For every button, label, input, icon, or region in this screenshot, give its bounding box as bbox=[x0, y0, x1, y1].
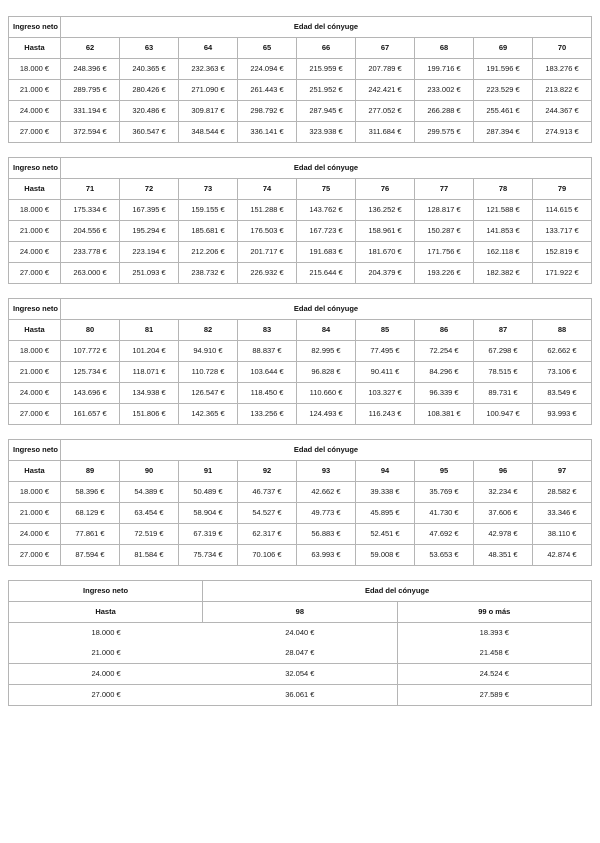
amount-cell: 108.381 € bbox=[415, 404, 474, 425]
income-by-spouse-age-table-3 bbox=[8, 298, 592, 425]
age-header-cell: 63 bbox=[120, 38, 179, 59]
table-row bbox=[9, 383, 592, 404]
age-header-cell: 84 bbox=[297, 320, 356, 341]
amount-cell: 223.529 € bbox=[474, 80, 533, 101]
amount-cell: 193.226 € bbox=[415, 263, 474, 284]
amount-cell: 207.789 € bbox=[356, 59, 415, 80]
amount-cell: 94.910 € bbox=[179, 341, 238, 362]
age-header-cell: 67 bbox=[356, 38, 415, 59]
age-header-cell: 76 bbox=[356, 179, 415, 200]
amount-cell: 204.556 € bbox=[61, 221, 120, 242]
amount-cell: 204.379 € bbox=[356, 263, 415, 284]
amount-cell: 150.287 € bbox=[415, 221, 474, 242]
amount-cell: 141.853 € bbox=[474, 221, 533, 242]
amount-cell: 244.367 € bbox=[533, 101, 592, 122]
amount-cell: 191.683 € bbox=[297, 242, 356, 263]
amount-cell: 152.819 € bbox=[533, 242, 592, 263]
amount-cell: 251.093 € bbox=[120, 263, 179, 284]
amount-cell: 171.756 € bbox=[415, 242, 474, 263]
income-row-header: 18.000 € bbox=[91, 628, 121, 637]
amount-cell: 299.575 € bbox=[415, 122, 474, 143]
amount-cell: 63.993 € bbox=[297, 545, 356, 566]
income-row-header: 21.000 € bbox=[9, 80, 61, 101]
amount-cell: 83.549 € bbox=[533, 383, 592, 404]
amount-cell: 73.106 € bbox=[533, 362, 592, 383]
amount-cell: 67.319 € bbox=[179, 524, 238, 545]
age-columns-row bbox=[9, 320, 592, 341]
amount-cell: 27.589 € bbox=[398, 685, 592, 706]
age-header-cell: 78 bbox=[474, 179, 533, 200]
amount-cell: 336.141 € bbox=[238, 122, 297, 143]
amount-cell: 348.544 € bbox=[179, 122, 238, 143]
age-header-cell: 80 bbox=[61, 320, 120, 341]
table-row bbox=[9, 545, 592, 566]
amount-cell: 125.734 € bbox=[61, 362, 120, 383]
amount-cell: 128.817 € bbox=[415, 200, 474, 221]
income-row-header: 21.000 € bbox=[9, 643, 203, 664]
table-row bbox=[9, 404, 592, 425]
amount-cell: 191.596 € bbox=[474, 59, 533, 80]
age-header-cell: 72 bbox=[120, 179, 179, 200]
age-header-cell: 65 bbox=[238, 38, 297, 59]
amount-cell: 277.052 € bbox=[356, 101, 415, 122]
table-row bbox=[9, 685, 592, 706]
age-columns-row bbox=[9, 179, 592, 200]
spouse-age-header: Edad del cónyuge bbox=[61, 440, 592, 461]
amount-cell: 233.778 € bbox=[61, 242, 120, 263]
amount-cell: 181.670 € bbox=[356, 242, 415, 263]
amount-cell: 151.806 € bbox=[120, 404, 179, 425]
amount-cell: 195.294 € bbox=[120, 221, 179, 242]
amount-cell: 212.206 € bbox=[179, 242, 238, 263]
amount-cell: 171.922 € bbox=[533, 263, 592, 284]
amount-cell: 33.346 € bbox=[533, 503, 592, 524]
table-row bbox=[9, 503, 592, 524]
amount-cell: 88.837 € bbox=[238, 341, 297, 362]
amount-cell: 54.389 € bbox=[120, 482, 179, 503]
amount-cell: 96.828 € bbox=[297, 362, 356, 383]
amount-cell: 100.947 € bbox=[474, 404, 533, 425]
amount-cell: 175.334 € bbox=[61, 200, 120, 221]
amount-cell: 21.458 € bbox=[398, 643, 592, 664]
amount-cell: 24.040 € bbox=[203, 623, 397, 643]
age-header-cell: 74 bbox=[238, 179, 297, 200]
amount-cell: 240.365 € bbox=[120, 59, 179, 80]
income-by-spouse-age-table-5 bbox=[8, 580, 592, 706]
amount-cell: 42.874 € bbox=[533, 545, 592, 566]
amount-cell: 167.395 € bbox=[120, 200, 179, 221]
income-row-header: 24.000 € bbox=[9, 524, 61, 545]
amount-cell: 266.288 € bbox=[415, 101, 474, 122]
age-header-cell: 96 bbox=[474, 461, 533, 482]
amount-cell: 50.489 € bbox=[179, 482, 238, 503]
table-header-row bbox=[9, 581, 592, 602]
amount-cell: 58.396 € bbox=[61, 482, 120, 503]
amount-cell: 93.993 € bbox=[533, 404, 592, 425]
amount-cell: 58.904 € bbox=[179, 503, 238, 524]
income-net-header: Ingreso neto bbox=[9, 440, 61, 461]
amount-cell: 280.426 € bbox=[120, 80, 179, 101]
amount-cell: 103.644 € bbox=[238, 362, 297, 383]
amount-cell: 223.194 € bbox=[120, 242, 179, 263]
table-row bbox=[9, 263, 592, 284]
amount-cell: 133.717 € bbox=[533, 221, 592, 242]
amount-cell: 232.363 € bbox=[179, 59, 238, 80]
amount-cell: 142.365 € bbox=[179, 404, 238, 425]
income-net-header: Ingreso neto bbox=[9, 299, 61, 320]
amount-cell: 45.895 € bbox=[356, 503, 415, 524]
amount-cell: 233.002 € bbox=[415, 80, 474, 101]
age-header-cell: 71 bbox=[61, 179, 120, 200]
table-row bbox=[9, 80, 592, 101]
spouse-age-header: Edad del cónyuge bbox=[203, 581, 592, 602]
amount-cell: 261.443 € bbox=[238, 80, 297, 101]
amount-cell: 54.527 € bbox=[238, 503, 297, 524]
amount-cell: 70.106 € bbox=[238, 545, 297, 566]
amount-cell: 183.276 € bbox=[533, 59, 592, 80]
amount-cell: 78.515 € bbox=[474, 362, 533, 383]
income-row-header: 21.000 € bbox=[9, 221, 61, 242]
amount-cell: 372.594 € bbox=[61, 122, 120, 143]
spouse-age-header: Edad del cónyuge bbox=[61, 158, 592, 179]
hasta-header: Hasta bbox=[9, 602, 203, 623]
amount-cell: 59.008 € bbox=[356, 545, 415, 566]
amount-cell: 53.653 € bbox=[415, 545, 474, 566]
amount-cell: 82.995 € bbox=[297, 341, 356, 362]
amount-cell: 48.351 € bbox=[474, 545, 533, 566]
age-header-cell: 69 bbox=[474, 38, 533, 59]
age-header-cell: 81 bbox=[120, 320, 179, 341]
table-header-row bbox=[9, 440, 592, 461]
spouse-age-header: Edad del cónyuge bbox=[61, 299, 592, 320]
table-row bbox=[9, 101, 592, 122]
table-header-row bbox=[9, 17, 592, 38]
age-header-cell: 70 bbox=[533, 38, 592, 59]
amount-cell: 72.254 € bbox=[415, 341, 474, 362]
amount-cell: 185.681 € bbox=[179, 221, 238, 242]
amount-cell: 213.822 € bbox=[533, 80, 592, 101]
amount-cell: 38.110 € bbox=[533, 524, 592, 545]
amount-cell: 320.486 € bbox=[120, 101, 179, 122]
age-header-cell: 86 bbox=[415, 320, 474, 341]
amount-cell: 309.817 € bbox=[179, 101, 238, 122]
age-header-cell: 64 bbox=[179, 38, 238, 59]
income-row-header: 24.000 € bbox=[9, 242, 61, 263]
income-row-header: 27.000 € bbox=[9, 122, 61, 143]
age-header-cell: 68 bbox=[415, 38, 474, 59]
income-row-header: 27.000 € bbox=[9, 685, 203, 706]
table-row bbox=[9, 221, 592, 242]
amount-cell: 331.194 € bbox=[61, 101, 120, 122]
amount-cell: 242.421 € bbox=[356, 80, 415, 101]
age-header-cell: 91 bbox=[179, 461, 238, 482]
amount-cell: 134.938 € bbox=[120, 383, 179, 404]
income-net-header: Ingreso neto bbox=[9, 17, 61, 38]
age-columns-row bbox=[9, 461, 592, 482]
income-row-header: 21.000 € bbox=[9, 503, 61, 524]
amount-cell: 107.772 € bbox=[61, 341, 120, 362]
amount-cell: 274.913 € bbox=[533, 122, 592, 143]
age-header-cell: 75 bbox=[297, 179, 356, 200]
amount-cell: 67.298 € bbox=[474, 341, 533, 362]
age-header-cell: 79 bbox=[533, 179, 592, 200]
amount-cell: 32.054 € bbox=[203, 664, 397, 685]
amount-cell: 143.762 € bbox=[297, 200, 356, 221]
income-row-header: 24.000 € bbox=[9, 383, 61, 404]
table-row bbox=[9, 643, 592, 664]
amount-cell: 287.945 € bbox=[297, 101, 356, 122]
amount-cell: 77.495 € bbox=[356, 341, 415, 362]
amount-cell: 167.723 € bbox=[297, 221, 356, 242]
income-row-header: 18.000 € bbox=[9, 482, 61, 503]
amount-cell: 90.411 € bbox=[356, 362, 415, 383]
amount-cell: 62.662 € bbox=[533, 341, 592, 362]
income-row-header: 27.000 € bbox=[9, 545, 61, 566]
amount-cell: 151.288 € bbox=[238, 200, 297, 221]
amount-cell: 215.959 € bbox=[297, 59, 356, 80]
table-row bbox=[9, 482, 592, 503]
income-row-header: 24.000 € bbox=[9, 664, 203, 685]
age-header-cell: 97 bbox=[533, 461, 592, 482]
amount-cell: 68.129 € bbox=[61, 503, 120, 524]
amount-cell: 52.451 € bbox=[356, 524, 415, 545]
amount-cell: 77.861 € bbox=[61, 524, 120, 545]
amount-cell: 271.090 € bbox=[179, 80, 238, 101]
amount-cell: 75.734 € bbox=[179, 545, 238, 566]
amount-cell: 41.730 € bbox=[415, 503, 474, 524]
amount-cell: 32.234 € bbox=[474, 482, 533, 503]
income-net-header: Ingreso neto bbox=[9, 158, 61, 179]
age-header-cell: 85 bbox=[356, 320, 415, 341]
amount-cell: 298.792 € bbox=[238, 101, 297, 122]
table-row bbox=[9, 524, 592, 545]
amount-cell: 238.732 € bbox=[179, 263, 238, 284]
amount-cell: 289.795 € bbox=[61, 80, 120, 101]
income-by-spouse-age-table-2 bbox=[8, 157, 592, 284]
amount-cell: 37.606 € bbox=[474, 503, 533, 524]
table-row bbox=[9, 59, 592, 80]
amount-cell: 87.594 € bbox=[61, 545, 120, 566]
amount-cell: 18.393 € bbox=[398, 623, 592, 643]
amount-cell: 251.952 € bbox=[297, 80, 356, 101]
income-row-header: 27.000 € bbox=[9, 263, 61, 284]
amount-cell: 224.094 € bbox=[238, 59, 297, 80]
hasta-header: Hasta bbox=[9, 179, 61, 200]
age-header-cell: 82 bbox=[179, 320, 238, 341]
hasta-header: Hasta bbox=[9, 320, 61, 341]
age-header-cell: 88 bbox=[533, 320, 592, 341]
amount-cell: 182.382 € bbox=[474, 263, 533, 284]
table-row bbox=[9, 242, 592, 263]
age-header-cell: 73 bbox=[179, 179, 238, 200]
income-row-header: 18.000 € bbox=[9, 59, 61, 80]
amount-cell: 110.728 € bbox=[179, 362, 238, 383]
income-net-header: Ingreso neto bbox=[9, 581, 203, 602]
age-header-cell: 90 bbox=[120, 461, 179, 482]
amount-cell: 42.978 € bbox=[474, 524, 533, 545]
amount-cell: 255.461 € bbox=[474, 101, 533, 122]
spouse-age-header: Edad del cónyuge bbox=[61, 17, 592, 38]
income-by-spouse-age-table-4 bbox=[8, 439, 592, 566]
amount-cell: 124.493 € bbox=[297, 404, 356, 425]
age-header-cell: 94 bbox=[356, 461, 415, 482]
age-header-cell: 89 bbox=[61, 461, 120, 482]
amount-cell: 56.883 € bbox=[297, 524, 356, 545]
age-header-cell: 93 bbox=[297, 461, 356, 482]
amount-cell: 161.657 € bbox=[61, 404, 120, 425]
income-row-header: 27.000 € bbox=[9, 404, 61, 425]
amount-cell: 110.660 € bbox=[297, 383, 356, 404]
amount-cell: 360.547 € bbox=[120, 122, 179, 143]
income-row-header: 21.000 € bbox=[9, 362, 61, 383]
age-header-cell: 87 bbox=[474, 320, 533, 341]
amount-cell: 49.773 € bbox=[297, 503, 356, 524]
income-row-header: 18.000 € bbox=[9, 341, 61, 362]
age-header-cell: 62 bbox=[61, 38, 120, 59]
hasta-header: Hasta bbox=[9, 38, 61, 59]
amount-cell: 28.582 € bbox=[533, 482, 592, 503]
amount-cell: 101.204 € bbox=[120, 341, 179, 362]
amount-cell: 72.519 € bbox=[120, 524, 179, 545]
age-header-cell: 77 bbox=[415, 179, 474, 200]
table-row bbox=[9, 664, 592, 685]
amount-cell: 81.584 € bbox=[120, 545, 179, 566]
income-row-header: 18.000 € bbox=[9, 200, 61, 221]
amount-cell: 36.061 € bbox=[203, 685, 397, 706]
hasta-header: Hasta bbox=[9, 461, 61, 482]
amount-cell: 287.394 € bbox=[474, 122, 533, 143]
table-header-row bbox=[9, 158, 592, 179]
amount-cell: 248.396 € bbox=[61, 59, 120, 80]
amount-cell: 28.047 € bbox=[203, 643, 397, 664]
age-header-cell: 95 bbox=[415, 461, 474, 482]
amount-cell: 215.644 € bbox=[297, 263, 356, 284]
amount-cell: 114.615 € bbox=[533, 200, 592, 221]
amount-cell: 46.737 € bbox=[238, 482, 297, 503]
amount-cell: 89.731 € bbox=[474, 383, 533, 404]
table-row bbox=[9, 362, 592, 383]
amount-cell: 47.692 € bbox=[415, 524, 474, 545]
table-row bbox=[9, 122, 592, 143]
amount-cell: 116.243 € bbox=[356, 404, 415, 425]
amount-cell: 62.317 € bbox=[238, 524, 297, 545]
amount-cell: 143.696 € bbox=[61, 383, 120, 404]
amount-cell: 84.296 € bbox=[415, 362, 474, 383]
income-by-spouse-age-table-1 bbox=[8, 16, 592, 143]
amount-cell: 24.524 € bbox=[398, 664, 592, 685]
table-row bbox=[9, 623, 592, 643]
age-columns-row bbox=[9, 602, 592, 623]
age-header-cell: 98 bbox=[203, 602, 397, 623]
amount-cell: 311.684 € bbox=[356, 122, 415, 143]
amount-cell: 63.454 € bbox=[120, 503, 179, 524]
age-header-cell: 83 bbox=[238, 320, 297, 341]
table-row bbox=[9, 200, 592, 221]
amount-cell: 121.588 € bbox=[474, 200, 533, 221]
amount-cell: 35.769 € bbox=[415, 482, 474, 503]
age-header-cell: 66 bbox=[297, 38, 356, 59]
table-row bbox=[9, 341, 592, 362]
amount-cell: 126.547 € bbox=[179, 383, 238, 404]
amount-cell: 226.932 € bbox=[238, 263, 297, 284]
amount-cell: 118.071 € bbox=[120, 362, 179, 383]
amount-cell: 96.339 € bbox=[415, 383, 474, 404]
amount-cell: 263.000 € bbox=[61, 263, 120, 284]
amount-cell: 118.450 € bbox=[238, 383, 297, 404]
amount-cell: 201.717 € bbox=[238, 242, 297, 263]
age-columns-row bbox=[9, 38, 592, 59]
age-header-cell: 99 o más bbox=[398, 602, 592, 623]
amount-cell: 103.327 € bbox=[356, 383, 415, 404]
amount-cell: 158.961 € bbox=[356, 221, 415, 242]
income-row-header: 24.000 € bbox=[9, 101, 61, 122]
amount-cell: 323.938 € bbox=[297, 122, 356, 143]
amount-cell: 133.256 € bbox=[238, 404, 297, 425]
amount-cell: 136.252 € bbox=[356, 200, 415, 221]
amount-cell: 162.118 € bbox=[474, 242, 533, 263]
amount-cell: 42.662 € bbox=[297, 482, 356, 503]
amount-cell: 199.716 € bbox=[415, 59, 474, 80]
amount-cell: 176.503 € bbox=[238, 221, 297, 242]
amount-cell: 39.338 € bbox=[356, 482, 415, 503]
age-header-cell: 92 bbox=[238, 461, 297, 482]
table-header-row bbox=[9, 299, 592, 320]
amount-cell: 159.155 € bbox=[179, 200, 238, 221]
